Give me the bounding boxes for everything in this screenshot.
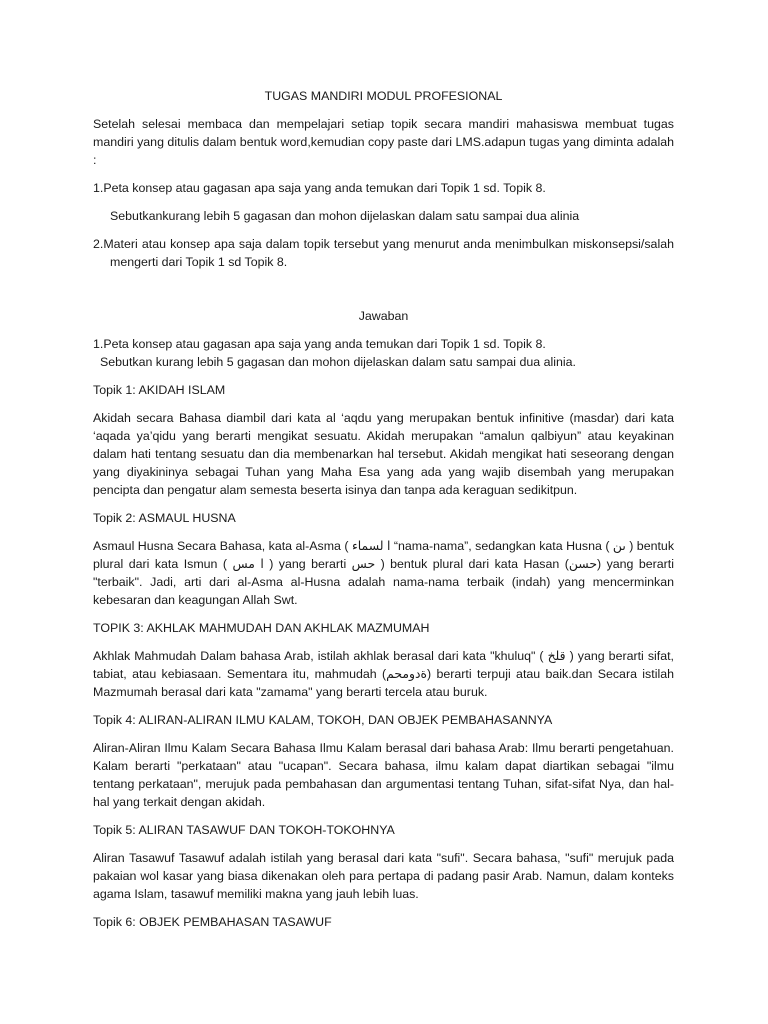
topic-6-heading: Topik 6: OBJEK PEMBAHASAN TASAWUF (93, 915, 332, 929)
answer-1-sub: Sebutkan kurang lebih 5 gagasan dan mohon dijelaskan dalam satu sampai dua alinia. (100, 355, 576, 369)
topic-5-body: Aliran Tasawuf Tasawuf adalah istilah yang berasal dari kata "sufi". Secara bahasa, "sufi" merujuk pada pakaian wol kasar yang biasa dikenakan oleh para pertapa di padang pasir Arab. Namun, dalam konteks agama Islam, tasawuf memiliki makna yang jauh lebih luas. (93, 851, 674, 901)
topic-1-body: Akidah secara Bahasa diambil dari kata al ‘aqdu yang merupakan bentuk infinitive (masdar) dari kata ‘aqada ya’qidu yang berarti mengikat sesuatu. Akidah merupakan “amalun qalbiyun” atau keyakinan dalam hati tentang sesuatu dan dia membenarkan hal tersebut. Akidah mengikat hati seseorang dengan yang diyakininya sebagai Tuhan yang Maha Esa yang ada yang wajib disembah yang merupakan pencipta dan pengatur alam semesta beserta isinya dan tanpa ada keraguan sedikitpun. (93, 411, 674, 497)
topic-5-heading: Topik 5: ALIRAN TASAWUF DAN TOKOH-TOKOHNYA (93, 823, 395, 837)
intro-paragraph: Setelah selesai membaca dan mempelajari setiap topik secara mandiri mahasiswa membuat tugas mandiri yang ditulis dalam bentuk word,kemudian copy paste dari LMS.adapun tugas yang diminta adalah : (93, 117, 674, 167)
answer-1: 1.Peta konsep atau gagasan apa saja yang anda temukan dari Topik 1 sd. Topik 8. (93, 337, 546, 351)
document-title: TUGAS MANDIRI MODUL PROFESIONAL (264, 89, 503, 103)
topic-4-heading: Topik 4: ALIRAN-ALIRAN ILMU KALAM, TOKOH, DAN OBJEK PEMBAHASANNYA (93, 713, 553, 727)
topic-3-body: Akhlak Mahmudah Dalam bahasa Arab, istilah akhlak berasal dari kata "khuluq" ( قلخ ) yang berarti sifat, tabiat, atau kebiasaan. Sementara itu, mahmudah (ةدومحم) berarti terpuji atau baik.dan Secara istilah Mazmumah berasal dari kata "zamama" yang berarti tercela atau buruk. (93, 649, 674, 699)
question-1: 1.Peta konsep atau gagasan apa saja yang anda temukan dari Topik 1 sd. Topik 8. (93, 181, 546, 195)
question-1-sub: Sebutkankurang lebih 5 gagasan dan mohon dijelaskan dalam satu sampai dua alinia (110, 209, 580, 223)
answer-title: Jawaban (358, 309, 409, 323)
topic-3-heading: TOPIK 3: AKHLAK MAHMUDAH DAN AKHLAK MAZMUMAH (93, 621, 430, 635)
topic-4-body: Aliran-Aliran Ilmu Kalam Secara Bahasa Ilmu Kalam berasal dari bahasa Arab: Ilmu berarti pengetahuan. Kalam berarti "perkataan" atau "ucapan". Secara bahasa, ilmu kalam dapat diartikan sebagai "ilmu tentang perkataan", merujuk pada pembahasan dan argumentasi tentang Tuhan, sifat-sifat Nya, dan hal-hal yang terkait dengan akidah. (93, 741, 674, 809)
topic-2-heading: Topik 2: ASMAUL HUSNA (93, 511, 236, 525)
topic-1-heading: Topik 1: AKIDAH ISLAM (93, 383, 226, 397)
question-2: 2.Materi atau konsep apa saja dalam topik tersebut yang menurut anda menimbulkan miskonsepsi/salah mengerti dari Topik 1 sd Topik 8. (93, 237, 674, 269)
topic-2-body: Asmaul Husna Secara Bahasa, kata al-Asma ( ا لسماء “nama-nama”, sedangkan kata Husna ( ىن ) bentuk plural dari kata Ismun ( ا مس ) yang berarti حس ) bentuk plural dari kata Hasan (حسن) yang berarti "terbaik". Jadi, arti dari al-Asma al-Husna adalah nama-nama terbaik (indah) yang mencerminkan kebesaran dan keagungan Allah Swt. (93, 539, 675, 607)
